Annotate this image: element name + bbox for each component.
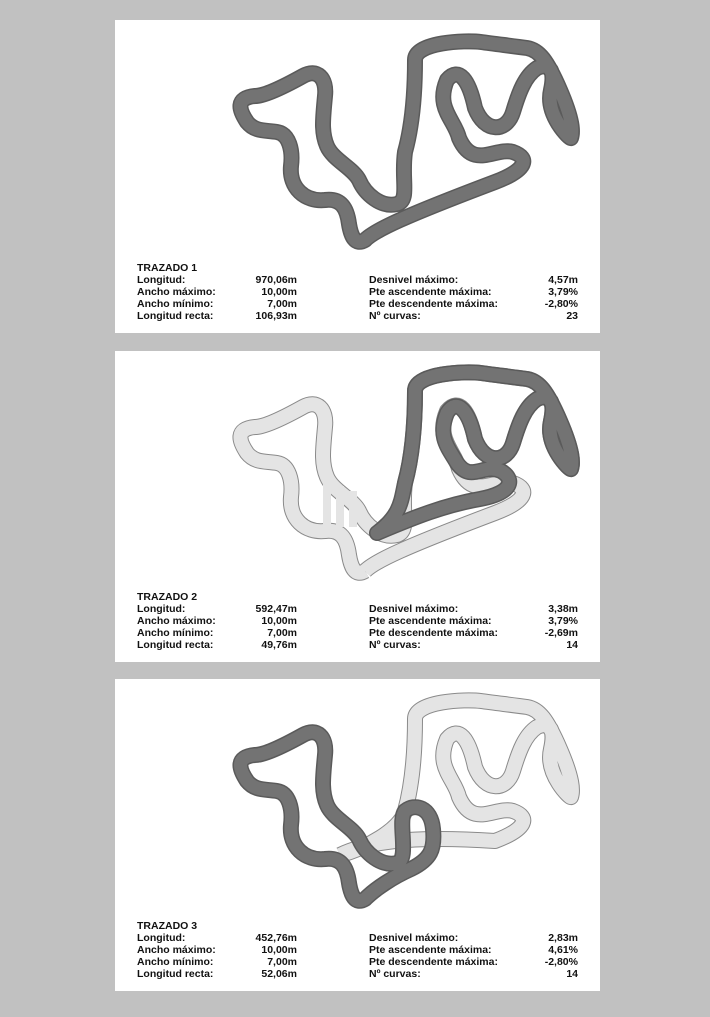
stat-label: Longitud recta:: [137, 639, 214, 651]
stat-label: Longitud recta:: [137, 968, 214, 980]
stat-label: Pte descendente máxima:: [369, 956, 498, 968]
stat-row: [137, 603, 297, 615]
stat-value: 4,61%: [548, 944, 578, 956]
stat-label: Pte ascendente máxima:: [369, 286, 492, 298]
track-inactive-link: [327, 481, 353, 527]
stat-row: [137, 298, 297, 310]
stat-value: 7,00m: [267, 627, 297, 639]
stat-row: [369, 615, 578, 627]
stat-label: Ancho máximo:: [137, 615, 216, 627]
stat-label: Longitud:: [137, 932, 186, 944]
layout-card-1: [115, 20, 600, 333]
stat-label: Longitud recta:: [137, 310, 214, 322]
stat-label: Nº curvas:: [369, 639, 421, 651]
stat-row: [137, 286, 297, 298]
stat-row: [137, 932, 297, 944]
stats-left-column: [137, 932, 297, 980]
stat-label: Desnivel máximo:: [369, 603, 459, 615]
stat-value: 2,83m: [548, 932, 578, 944]
stat-label: Desnivel máximo:: [369, 274, 459, 286]
layout-title: TRAZADO 3: [137, 920, 198, 932]
stat-label: Ancho mínimo:: [137, 627, 214, 639]
stat-value: 3,38m: [548, 603, 578, 615]
stat-value: 592,47m: [255, 603, 297, 615]
stat-value: 3,79%: [548, 615, 578, 627]
stat-row: [369, 627, 578, 639]
stat-label: Pte ascendente máxima:: [369, 944, 492, 956]
stat-value: -2,69m: [544, 627, 578, 639]
stat-row: [137, 956, 297, 968]
layout-card-3: [115, 679, 600, 991]
layout-title: TRAZADO 2: [137, 591, 198, 603]
layout-card-2: [115, 351, 600, 662]
stat-label: Ancho máximo:: [137, 286, 216, 298]
stat-label: Pte ascendente máxima:: [369, 615, 492, 627]
stats-left-column: [137, 603, 297, 651]
stat-row: [369, 298, 578, 310]
stat-value: 14: [566, 968, 578, 980]
stats-left-column: [137, 274, 297, 322]
stat-row: [369, 274, 578, 286]
track-diagram-2: [115, 351, 600, 591]
stat-label: Pte descendente máxima:: [369, 627, 498, 639]
stat-row: [369, 603, 578, 615]
track-diagram-1: [115, 20, 600, 260]
stat-value: 10,00m: [261, 286, 297, 298]
stat-label: Ancho máximo:: [137, 944, 216, 956]
stat-label: Ancho mínimo:: [137, 298, 214, 310]
stat-value: 3,79%: [548, 286, 578, 298]
stat-value: 10,00m: [261, 944, 297, 956]
stat-value: 10,00m: [261, 615, 297, 627]
stats-panel-1: [137, 262, 578, 322]
stat-row: [369, 968, 578, 980]
stat-value: -2,80%: [544, 298, 578, 310]
stats-right-column: [369, 274, 578, 322]
stat-row: [137, 639, 297, 651]
stat-label: Nº curvas:: [369, 310, 421, 322]
stats-right-column: [369, 932, 578, 980]
stats-panel-3: [137, 920, 578, 980]
stat-row: [137, 615, 297, 627]
stat-value: -2,80%: [544, 956, 578, 968]
stat-value: 14: [566, 639, 578, 651]
stat-value: 7,00m: [267, 298, 297, 310]
stat-row: [369, 932, 578, 944]
stat-value: 970,06m: [255, 274, 297, 286]
stat-row: [137, 627, 297, 639]
stats-panel-2: [137, 591, 578, 651]
stat-label: Desnivel máximo:: [369, 932, 459, 944]
layout-title: TRAZADO 1: [137, 262, 198, 274]
stat-row: [137, 310, 297, 322]
track-diagram-3: [115, 679, 600, 919]
stats-right-column: [369, 603, 578, 651]
stat-value: 7,00m: [267, 956, 297, 968]
stat-value: 452,76m: [255, 932, 297, 944]
stat-label: Nº curvas:: [369, 968, 421, 980]
stat-row: [369, 956, 578, 968]
stat-row: [369, 639, 578, 651]
stat-value: 106,93m: [255, 310, 297, 322]
stat-value: 49,76m: [261, 639, 297, 651]
stat-row: [137, 968, 297, 980]
stat-label: Ancho mínimo:: [137, 956, 214, 968]
stat-label: Pte descendente máxima:: [369, 298, 498, 310]
stat-row: [369, 944, 578, 956]
stat-row: [137, 944, 297, 956]
stat-value: 23: [566, 310, 578, 322]
stat-value: 52,06m: [261, 968, 297, 980]
stat-row: [369, 286, 578, 298]
stat-row: [369, 310, 578, 322]
stat-label: Longitud:: [137, 603, 186, 615]
stat-row: [137, 274, 297, 286]
stat-label: Longitud:: [137, 274, 186, 286]
stat-value: 4,57m: [548, 274, 578, 286]
